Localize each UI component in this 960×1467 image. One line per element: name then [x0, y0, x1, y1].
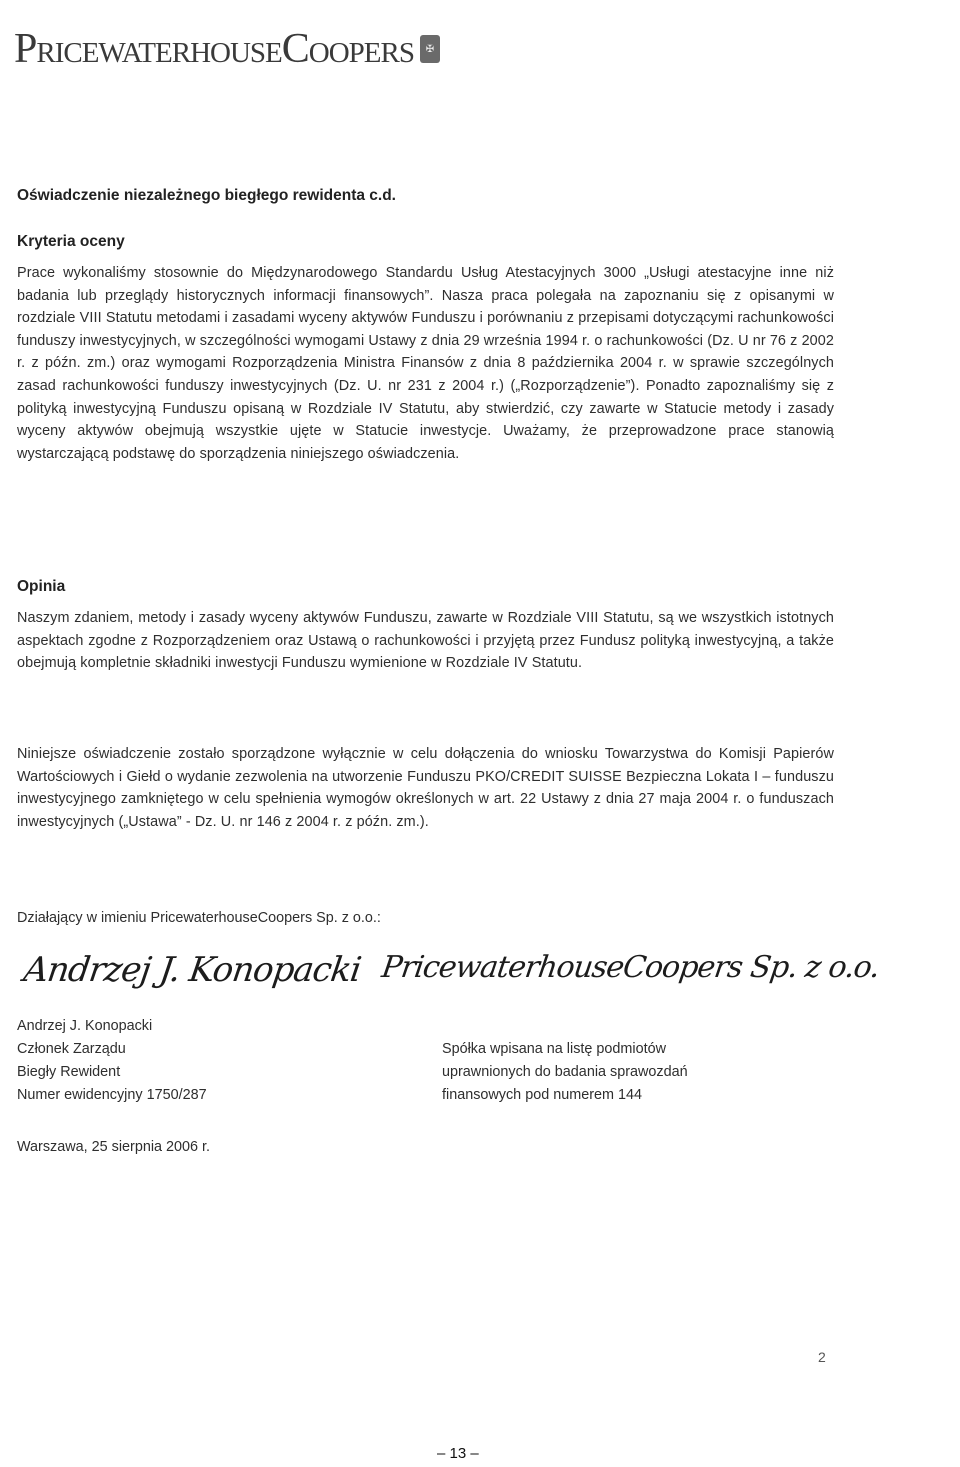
- acting-on-behalf-line: Działający w imieniu PricewaterhouseCoopers Sp. z o.o.:: [17, 910, 381, 926]
- criteria-paragraph: Prace wykonaliśmy stosownie do Międzynarodowego Standardu Usług Atestacyjnych 3000 „Usługi atestacyjne inne niż badania lub przeglądy historycznych informacji finansowych”. Nasza praca polegała na zapoznaniu się z opisanymi w rozdziale VIII Statutu metodami i zasadami wyceny aktywów Funduszu i porównaniu z przepisami dotyczącymi rachunkowości funduszy inwestycyjnych, w szczególności wymogami Ustawy z dnia 29 września 1994 r. o rachunkowości (Dz. U nr 76 z 2002 r. z późn. zm.) oraz wymogami Rozporządzenia Ministra Finansów z dnia 8 października 2004 r. w sprawie szczególnych zasad rachunkowości funduszy inwestycyjnych (Dz. U. nr 231 z 2004 r.) („Rozporządzenie”). Ponadto zapoznaliśmy się z polityką inwestycyjną Funduszu opisaną w Rozdziale IV Statutu, aby stwierdzić, czy zawarte w Statucie metody i zasady wyceny aktywów obejmują wszystkie ujęte w Statucie inwestycje. Uważamy, że przeprowadzone prace stanowią wystarczającą podstawę do sporządzenia niniejszego oświadczenia.: [17, 265, 834, 462]
- document-title: Oświadczenie niezależnego biegłego rewidenta c.d.: [17, 187, 396, 204]
- signer-name: Andrzej J. Konopacki: [17, 1018, 153, 1034]
- signature-left: Andrzej J. Konopacki: [21, 950, 364, 990]
- company-note-line2: uprawnionych do badania sprawozdań: [442, 1064, 688, 1080]
- signer-block: [17, 1015, 207, 1107]
- closing-paragraph: Niniejsze oświadczenie zostało sporządzone wyłącznie w celu dołączenia do wniosku Towarzystwa do Komisji Papierów Wartościowych i Giełd o wydanie zezwolenia na utworzenie Funduszu PKO/CREDIT SUISSE Bezpieczna Lokata I – funduszu inwestycyjnego zamkniętego w celu spełnienia wymogów określonych w art. 22 Ustawy z dnia 27 maja 2004 r. o funduszach inwestycyjnych („Ustawa” - Dz. U. nr 146 z 2004 r. z późn. zm.).: [17, 746, 834, 830]
- company-note-line1: Spółka wpisana na listę podmiotów: [442, 1041, 666, 1057]
- opinion-paragraph: Naszym zdaniem, metody i zasady wyceny aktywów Funduszu, zawarte w Rozdziale VIII Statutu, są we wszystkich istotnych aspektach zgodne z Rozporządzeniem oraz Ustawą o rachunkowości i przyjętą przez Fundusz polityką inwestycyjną, a także obejmują kompletnie składniki inwestycji Funduszu wymienione w Rozdziale IV Statutu.: [17, 610, 834, 672]
- criteria-heading: Kryteria oceny: [17, 233, 125, 250]
- signer-role-auditor: Biegły Rewident: [17, 1064, 121, 1080]
- logo-wordmark: PricewaterhouseCoopers: [14, 26, 414, 72]
- seal-icon: ✠: [420, 35, 440, 63]
- inner-page-number: 2: [818, 1349, 826, 1365]
- signature-right: PricewaterhouseCoopers Sp. z o.o.: [379, 950, 882, 985]
- company-note-line3: finansowych pod numerem 144: [442, 1087, 642, 1103]
- opinion-heading: Opinia: [17, 578, 66, 595]
- place-and-date: Warszawa, 25 sierpnia 2006 r.: [17, 1139, 211, 1155]
- company-logo: [14, 20, 440, 78]
- footer-page-number: – 13 –: [437, 1445, 479, 1462]
- company-note: [442, 1038, 688, 1107]
- signer-register-number: Numer ewidencyjny 1750/287: [17, 1087, 207, 1103]
- signer-role-board: Członek Zarządu: [17, 1041, 126, 1057]
